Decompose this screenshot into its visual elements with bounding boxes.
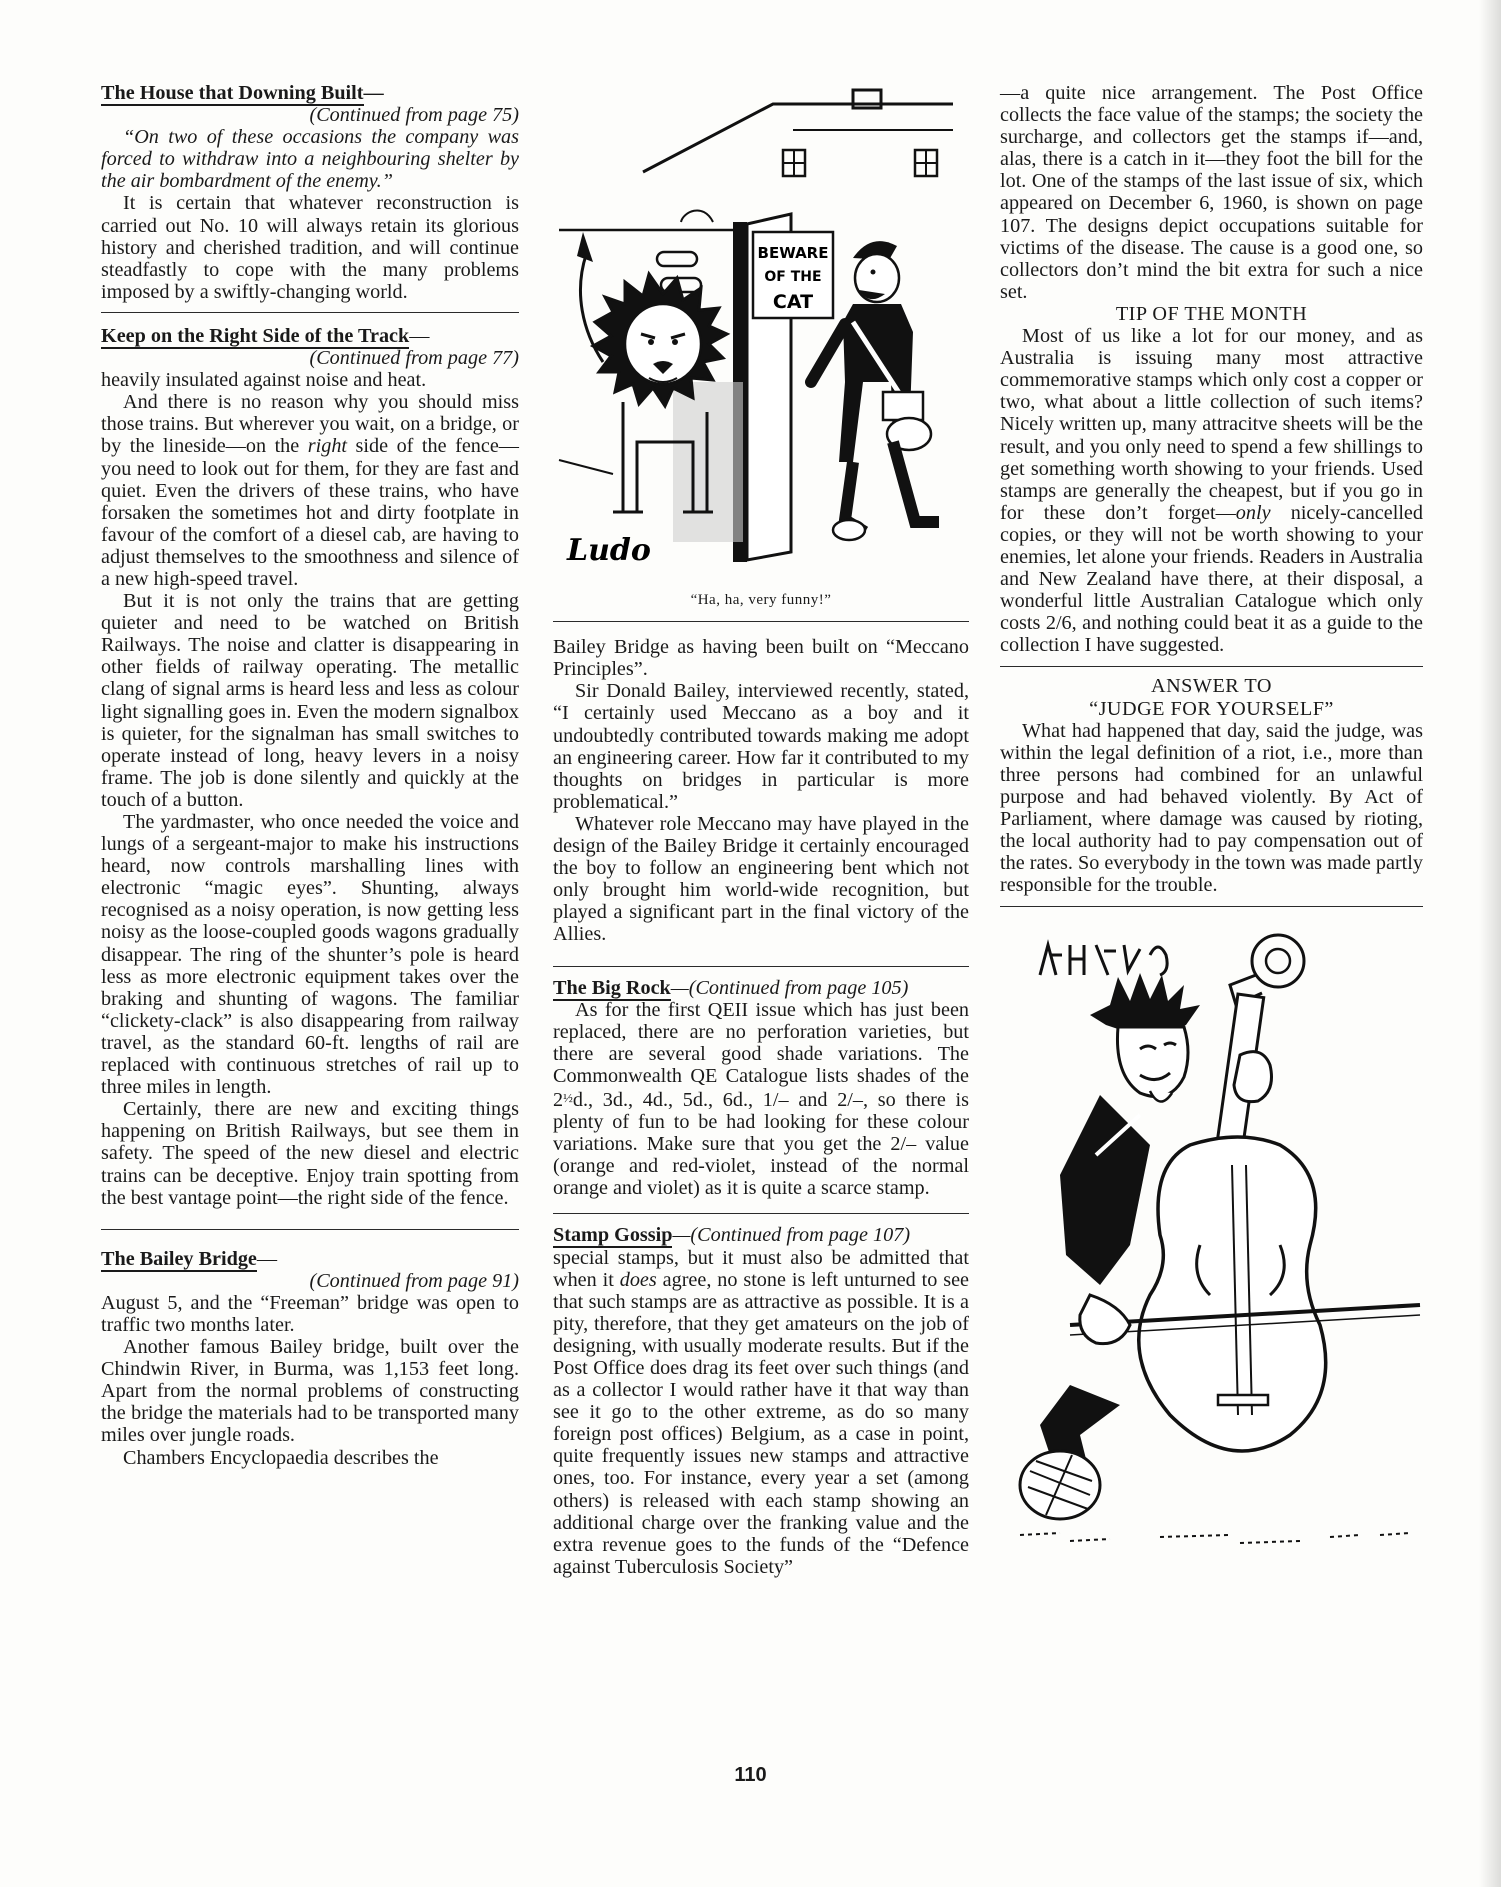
paragraph: Chambers Encyclopaedia describes the <box>123 1446 439 1469</box>
cartoon-illustration <box>553 82 969 582</box>
cartoon-cellist <box>1000 915 1423 1560</box>
paragraph: Certainly, there are new and exciting things happening on British Railways, but see them in safety. The speed of the new diesel and electric trains can be deceptive. Enjoy train spotting from the best vantage point—the right side of the fence. <box>101 1098 519 1209</box>
section-divider <box>101 312 519 313</box>
paragraph: It is certain that whatever reconstruction is carried out No. 10 will always retain its glorious history and cherished tradition, and will continue steadfastly to cope with the many problems imposed by a swiftly-changing world. <box>101 192 519 303</box>
paragraph: Sir Donald Bailey, interviewed recently, stated, “I certainly used Meccano as a boy and it undoubtedly contributed towards making me adopt an engineering career. How far it contributed to my thoughts on bridges in particular is more problematical.” <box>553 680 969 813</box>
section-divider <box>553 1213 969 1214</box>
cartoon-cellist-illustration <box>1000 915 1423 1555</box>
paragraph: heavily insulated against noise and heat. <box>101 369 427 392</box>
paragraph: Whatever role Meccano may have played in the design of the Bailey Bridge it certainly encouraged the boy to follow an engineering bent which not only brought him world-wide recognition, but played a significant part in the final victory of the Allies. <box>553 812 969 946</box>
sign-line-2: OF THE <box>764 269 822 285</box>
section-heading-downing: The House that Downing Built— <box>101 82 384 104</box>
sign-line-1: BEWARE <box>757 244 829 262</box>
continued-note: (Continued from page 77) <box>309 347 519 370</box>
cartoon-lion-postman <box>553 82 969 611</box>
paragraph: And there is no reason why you should miss those trains. But wherever you wait, on a bridge, or by the lineside—on the right side of the fence—you need to look out for them, for they are fast and quiet. Even the drivers of these trains, who have forsaken the sometimes hot and dirty footplate in favour of the comfort of a diesel cab, are having to adjust themselves to the smoothness and silence of a new high-speed travel. <box>101 391 519 590</box>
section-heading-big-rock: The Big Rock—(Continued from page 105) <box>553 976 909 999</box>
paragraph: As for the first QEII issue which has just been replaced, there are no perforation varieties, but there are several good shade variations. The Commonwealth QE Catalogue lists shades of the 2½d., 3d., 4d., 5d., 6d., 1/– and 2/–, so there is plenty of fun to be had looking for these colour variations. Make sure that you get the 2/– value (orange and red-violet, instead of the normal orange and violet) as it is quite a scarce stamp. <box>553 998 969 1200</box>
continued-note: (Continued from page 75) <box>309 104 519 127</box>
section-divider <box>101 1229 519 1230</box>
column-3 <box>1000 82 1423 1560</box>
section-heading-answer-2: “JUDGE FOR YOURSELF” <box>1089 697 1334 720</box>
section-heading-track: Keep on the Right Side of the Track— <box>101 324 430 347</box>
sign-line-3: CAT <box>772 291 814 313</box>
page-number: 110 <box>734 1764 767 1786</box>
section-divider <box>1000 666 1423 667</box>
section-divider <box>1000 906 1423 907</box>
cartoon-caption: “Ha, ha, very funny!” <box>690 592 832 609</box>
section-divider <box>553 621 969 622</box>
column-2 <box>553 82 969 1578</box>
page-edge-shadow <box>1479 0 1501 1887</box>
section-heading-tip: TIP OF THE MONTH <box>1115 302 1308 325</box>
paragraph: “On two of these occasions the company was forced to withdraw into a neighbouring shelter by the air bombardment of the enemy.” <box>101 126 519 193</box>
paragraph: August 5, and the “Freeman” bridge was open to traffic two months later. <box>101 1291 519 1336</box>
cartoon-signature: Ludo <box>567 533 651 568</box>
section-divider <box>553 966 969 967</box>
paragraph: But it is not only the trains that are getting quieter and need to be watched on British Railways. The noise and clatter is disappearing in other fields of railway operating. The metallic clang of signal arms is heard less and less as colour light signalling goes in. Even the modern signalbox is quieter, for the signalman has small switches to operate instead of long, heavy levers in a noisy frame. The job is done silently and quickly at the touch of a button. <box>101 590 519 811</box>
paragraph: —a quite nice arrangement. The Post Office collects the face value of the stamps; the society the surcharge, and collectors get the stamps if—and, alas, there is a catch in it—they foot the bill for the lot. One of the stamps of the last issue of six, which appeared on December 6, 1960, is shown on page 107. The designs depict occupations suitable for victims of the disease. The cause is a good one, so collectors don’t mind the bit extra for such a nice set. <box>1000 82 1423 303</box>
column-1 <box>101 82 519 1469</box>
paragraph: The yardmaster, who once needed the voice and lungs of a sergeant-major to make his instructions heard, now controls marshalling lines with electronic “magic eyes”. Shunting, always recognised as a noisy operation, is now getting less noisy as the loose-coupled goods wagons gradually disappear. The ring of the shunter’s pole is heard less as more electronic equipment takes over the braking and shunting of wagons. The familiar “clickety-clack” is also disappearing from railway travel, as the standard 60-ft. lengths of rail are replaced with continuous stretches of rail up to three miles in length. <box>101 811 519 1099</box>
paragraph: What had happened that day, said the judge, was within the legal definition of a riot, i.e., more than three persons had combined for an unlawful purpose and had behaved violently. By Act of Parliament, where damage was caused by rioting, the local authority had to pay compensation out of the rates. So everybody in the town was made partly responsible for the trouble. <box>1000 719 1423 897</box>
section-heading-stamp-gossip: Stamp Gossip—(Continued from page 107) <box>553 1224 911 1247</box>
paragraph: Bailey Bridge as having been built on “Meccano Principles”. <box>553 636 969 681</box>
section-heading-answer-1: ANSWER TO <box>1151 675 1272 698</box>
continued-note: (Continued from page 91) <box>309 1269 519 1292</box>
paragraph: Most of us like a lot for our money, and as Australia is issuing many most attractive commemorative stamps which only cost a copper or two, what about a little collection of such items? Nicely written up, many attracitve sheets will be the result, and you only need to spend a few shillings to get something worth showing to your friends. Used stamps are generally the cheapest, but if you go in for these don’t forget—only nicely-cancelled copies, or they will not be worth showing to your enemies, let alone your friends. Readers in Australia and New Zealand have there, at their disposal, a wonderful little Australian Catalogue which only costs 2/6, and nothing could beat it as a guide to the collection I have suggested. <box>1000 325 1423 657</box>
paragraph: Another famous Bailey bridge, built over the Chindwin River, in Burma, was 1,153 feet long. Apart from the normal problems of constructing the bridge the materials had to be transported many miles over jungle roads. <box>101 1336 519 1447</box>
paragraph: special stamps, but it must also be admitted that when it does agree, no stone is left unturned to see that such stamps are as attractive as possible. It is a pity, therefore, that they get amateurs on the job of designing, with usually moderate results. But if the Post Office does drag its feet over such things (and as a collector I would rather have it that way than see it go to the other extreme, as do so many foreign post offices) Belgium, as a case in point, quite frequently issues new stamps and attractive ones, too. For instance, every year a set (among others) is released with each stamp showing an additional charge over the franking value and the extra revenue goes to the funds of the “Defence against Tuberculosis Society” <box>553 1246 969 1578</box>
section-heading-bailey: The Bailey Bridge— <box>101 1247 278 1270</box>
